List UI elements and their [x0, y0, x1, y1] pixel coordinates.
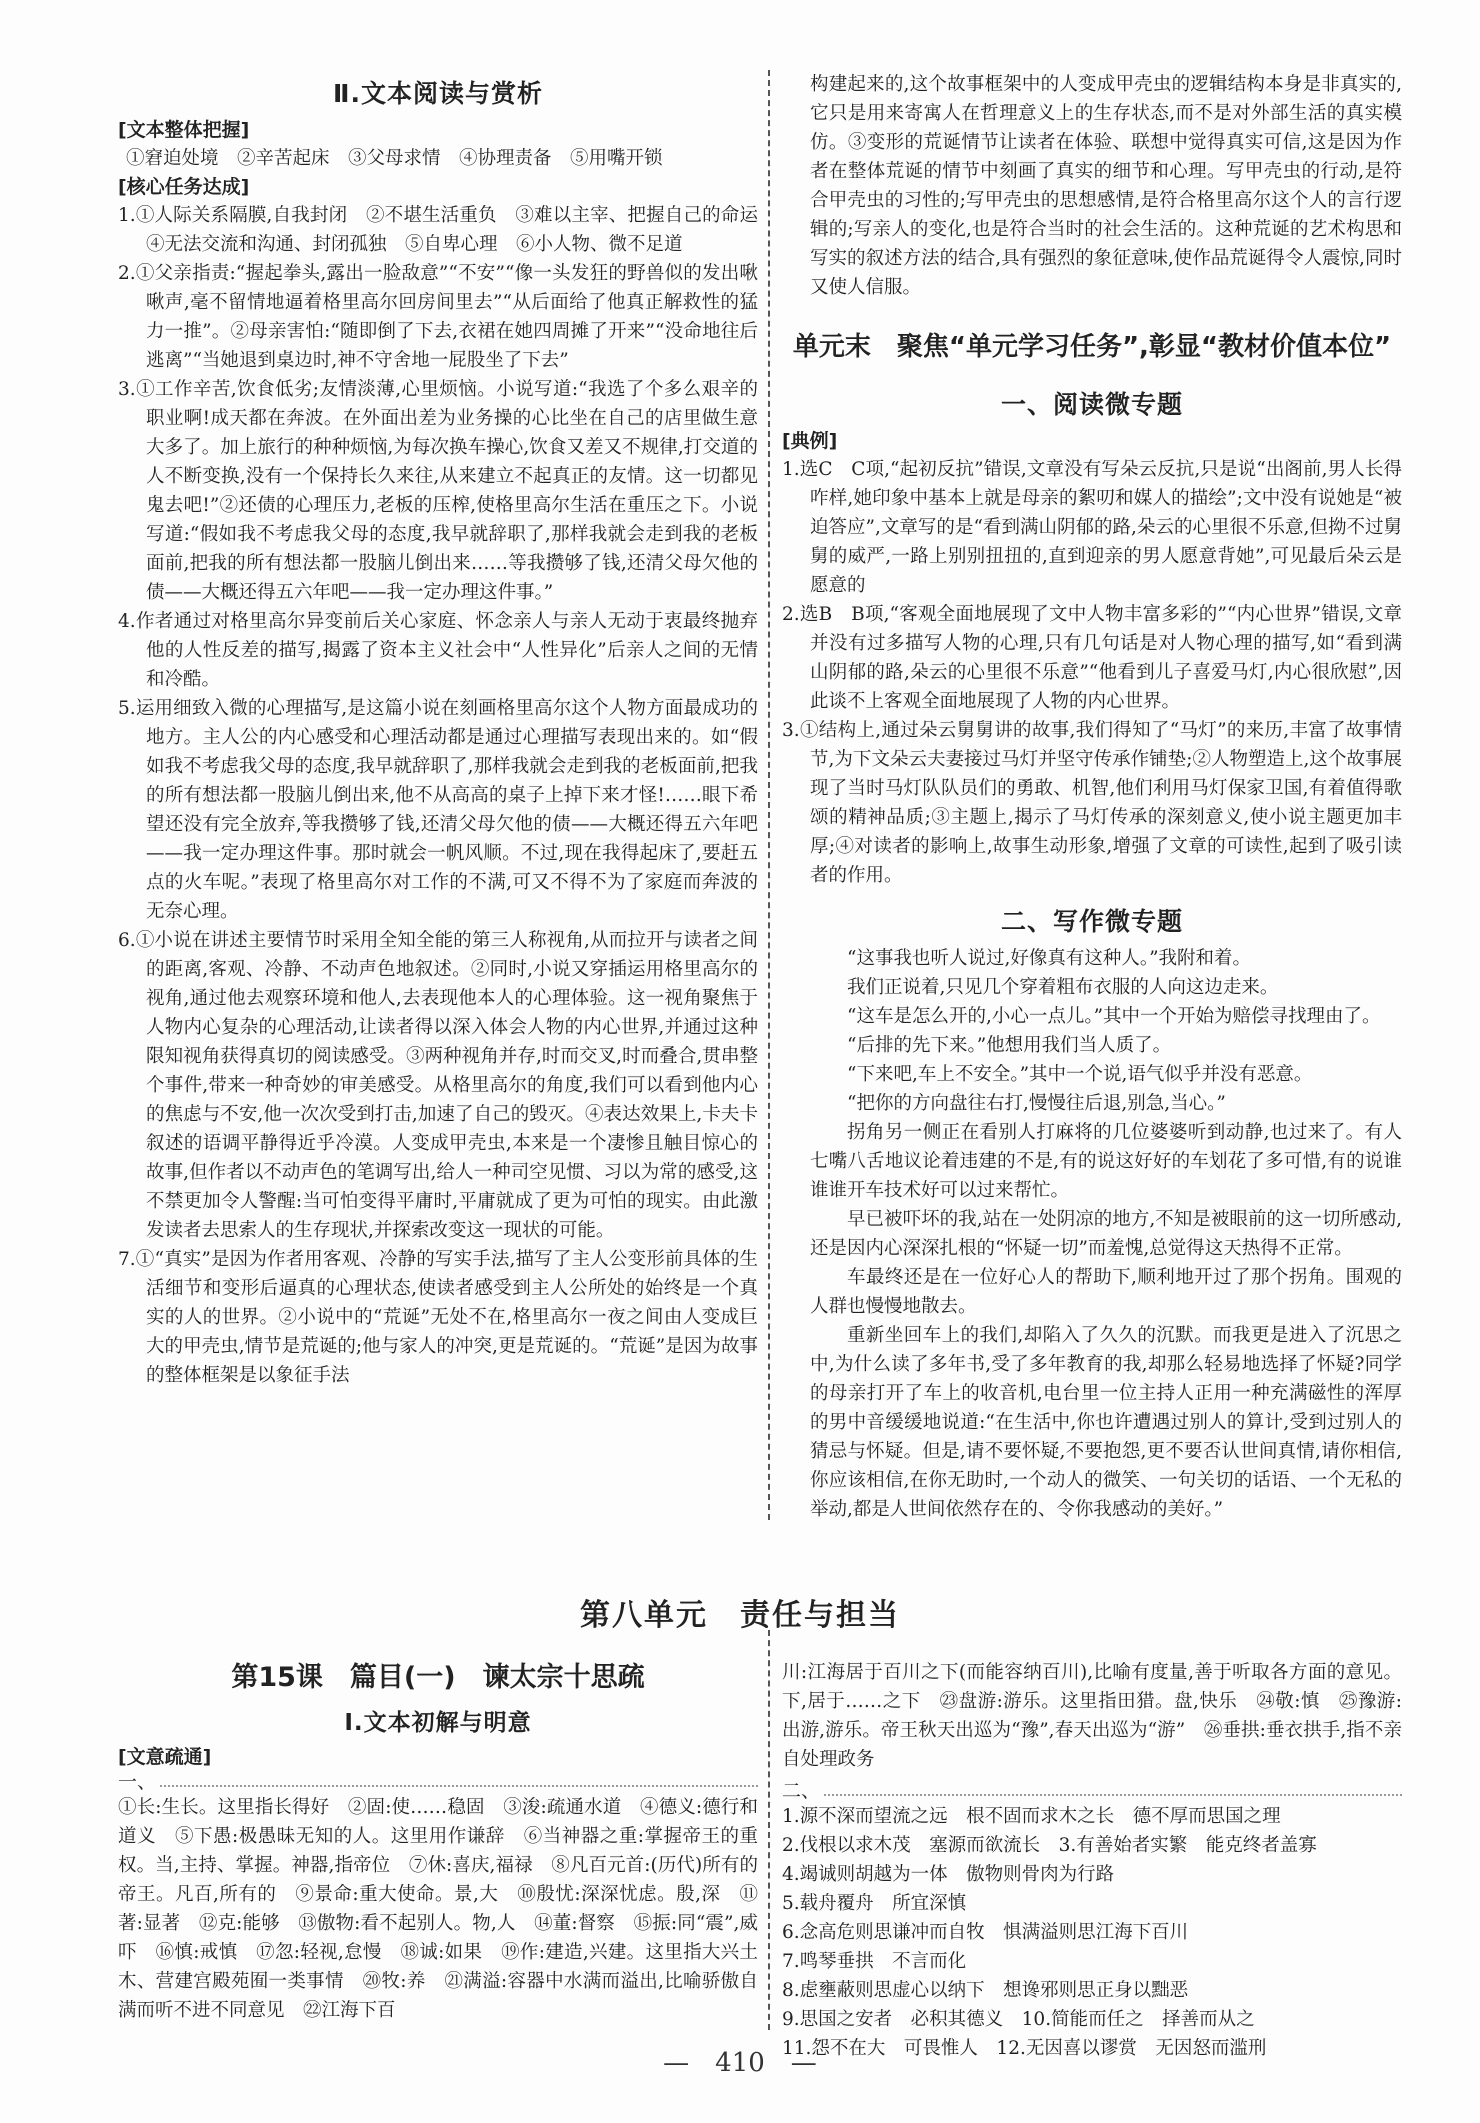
- unit-end-title: 单元末 聚焦“单元学习任务”,彰显“教材价值本位”: [792, 332, 1392, 362]
- writing-paragraph: “这事我也听人说过,好像真有这种人。”我附和着。: [847, 948, 1252, 969]
- reading-answer-1: 1.选C C项,“起初反抗”错误,文章没有写朵云反抗,只是说“出阁前,男人长得咋样,她印象中基本上就是母亲的絮叨和媒人的描绘”;文中没有说她是“被迫答应”,文章写的是“看到满山阴郁的路,朵云的心里很不乐意,但拗不过舅舅的威严,一路上别别扭扭的,直到迎亲的男人愿意背她”,可见最后朵云是愿意的: [782, 459, 1402, 596]
- writing-paragraph: 车最终还是在一位好心人的帮助下,顺利地开过了那个拐角。围观的人群也慢慢地散去。: [810, 1267, 1402, 1317]
- core-task-tag: [核心任务达成]: [118, 176, 250, 198]
- answer-7: 7.①“真实”是因为作者用客观、冷静的写实手法,描写了主人公变形前具体的生活细节和变形后逼真的心理状态,使读者感受到主人公所处的始终是一个真实的人的世界。②小说中的“荒诞”无处不在,格里高尔一夜之间由人变成巨大的甲壳虫,情节是荒诞的;他与家人的冲突,更是荒诞的。“荒诞”是因为故事的整体框架是以象征手法: [118, 1249, 758, 1386]
- text-comprehension-tag: [文意疏通]: [118, 1746, 212, 1768]
- unit-title: 第八单元 责任与担当: [580, 1598, 900, 1633]
- column-divider-bottom: [768, 1630, 770, 2030]
- part-two-header: [782, 1780, 1402, 1802]
- writing-paragraph: 我们正说着,只见几个穿着粗布衣服的人向这边走来。: [847, 977, 1279, 998]
- writing-paragraph: “把你的方向盘往右打,慢慢往后退,别急,当心。”: [847, 1093, 1226, 1114]
- reading-answer-3: 3.①结构上,通过朵云舅舅讲的故事,我们得知了“马灯”的来历,丰富了故事情节,为下文朵云夫妻接过马灯并坚守传承作铺垫;②人物塑造上,这个故事展现了当时马灯队队员们的勇敢、机智,他们利用马灯保家卫国,有着值得歌颂的精神品质;③主题上,揭示了马灯传承的深刻意义,使小说主题更加丰厚;④对读者的影响上,故事生动形象,增强了文章的可读性,起到了吸引读者的作用。: [782, 720, 1402, 886]
- answer-4: 4.作者通过对格里高尔异变前后关心家庭、怀念亲人与亲人无动于衷最终抛弃他的人性反差的描写,揭露了资本主义社会中“人性异化”后亲人之间的无情和冷酷。: [118, 611, 758, 690]
- example-tag: [典例]: [782, 430, 838, 452]
- lesson-left-column: [118, 1655, 758, 2025]
- dotted-rule: [824, 1794, 1402, 1796]
- left-column: [118, 70, 777, 1390]
- column-divider-top: [768, 70, 770, 1520]
- part-one-header: [118, 1771, 758, 1793]
- answer-6: 6.①小说在讲述主要情节时采用全知全能的第三人称视角,从而拉开与读者之间的距离,客观、冷静、不动声色地叙述。②同时,小说又穿插运用格里高尔的视角,通过他去观察环境和他人,去表现他本人的心理体验。这一视角聚焦于人物内心复杂的心理活动,让读者得以深入体会人物的内心世界,并通过这种限知视角获得真切的阅读感受。③两种视角并存,时而交叉,时而叠合,贯串整个事件,带来一种奇妙的审美感受。从格里高尔的角度,我们可以看到他内心的焦虑与不安,他一次次受到打击,加速了自己的毁灭。④表达效果上,卡夫卡叙述的语调平静得近乎冷漠。人变成甲壳虫,本来是一个凄惨且触目惊心的故事,但作者以不动声色的笔调写出,给人一种司空见惯、习以为常的感受,这不禁更加令人警醒:当可怕变得平庸时,平庸就成了更为可怕的现实。由此激发读者去思索人的生存现状,并探索改变这一现状的可能。: [118, 930, 758, 1241]
- part-one-annotations: ①长:生长。这里指长得好 ②固:使……稳固 ③浚:疏通水道 ④德义:德行和道义 ⑤下愚:极愚昧无知的人。这里用作谦辞 ⑥当神器之重:掌握帝王的重权。当,主持、掌握。神器,指帝位 ⑦休:喜庆,福禄 ⑧凡百元首:(历代)所有的帝王。凡百,所有的 ⑨景命:重大使命。景,大 ⑩殷忧:深深忧虑。殷,深 ⑪著:显著 ⑫克:能够 ⑬傲物:看不起别人。物,人 ⑭董:督察 ⑮振:同“震”,威吓 ⑯慎:戒慎 ⑰忽:轻视,怠慢 ⑱诚:如果 ⑲作:建造,兴建。这里指大兴土木、营建宫殿苑囿一类事情 ⑳牧:养 ㉑满溢:容器中水满而溢出,比喻骄傲自满而听不进不同意见 ㉒江海下百: [118, 1797, 758, 2021]
- lesson-right-column: [782, 1658, 1402, 2063]
- part-two-item: 11.怨不在大 可畏惟人 12.无因喜以谬赏 无因怒而滥刑: [782, 2038, 1267, 2059]
- reading-micro-topic-title: 一、阅读微专题: [1000, 390, 1183, 419]
- answer-7-continuation: 构建起来的,这个故事框架中的人变成甲壳虫的逻辑结构本身是非真实的,它只是用来寄寓人在哲理意义上的生存状态,而不是对外部生活的真实模仿。③变形的荒诞情节让读者在体验、联想中觉得真实可信,这是因为作者在整体荒诞的情节中刻画了真实的细节和心理。写甲壳虫的行动,是符合甲壳虫的习性的;写甲壳虫的思想感情,是符合格里高尔这个人的言行逻辑的;写亲人的变化,也是符合当时的社会生活的。这种荒诞的艺术构思和写实的叙述方法的结合,具有强烈的象征意味,使作品荒诞得令人震惊,同时又使人信服。: [810, 74, 1402, 298]
- right-column: [782, 70, 1402, 1524]
- writing-paragraph: “这车是怎么开的,小心一点儿。”其中一个开始为赔偿寻找理由了。: [847, 1006, 1381, 1027]
- writing-paragraph: 早已被吓坏的我,站在一处阴凉的地方,不知是被眼前的这一切所感动,还是因内心深深扎根的“怀疑一切”而羞愧,总觉得这天热得不正常。: [810, 1209, 1402, 1259]
- part-one-annotations-continued: 川:江海居于百川之下(而能容纳百川),比喻有度量,善于听取各方面的意见。下,居于……之下 ㉓盘游:游乐。这里指田猎。盘,快乐 ㉔敬:慎 ㉕豫游:出游,游乐。帝王秋天出巡为“豫”,春天出巡为“游” ㉖垂拱:垂衣拱手,指不亲自处理政务: [782, 1662, 1402, 1770]
- writing-micro-topic-title: 二、写作微专题: [1000, 907, 1183, 936]
- writing-paragraph: “后排的先下来。”他想用我们当人质了。: [847, 1035, 1172, 1056]
- answer-5: 5.运用细致入微的心理描写,是这篇小说在刻画格里高尔这个人物方面最成功的地方。主人公的内心感受和心理活动都是通过心理描写表现出来的。如“假如我不考虑我父母的态度,我早就辞职了,那样我就会走到我的老板面前,把我的所有想法都一股脑儿倒出来,他不从高高的桌子上掉下来才怪!……眼下希望还没有完全放弃,等我攒够了钱,还清父母欠他的债——大概还得五六年吧——我一定办理这件事。那时就会一帆风顺。不过,现在我得起床了,要赶五点的火车呢。”表现了格里高尔对工作的不满,可又不得不为了家庭而奔波的无奈心理。: [118, 698, 758, 922]
- page-number: — 410 —: [663, 2048, 817, 2078]
- part-two-item: 2.伐根以求木茂 塞源而欲流长 3.有善始者实繁 能克终者盖寡: [782, 1835, 1317, 1856]
- lesson-section-title: Ⅰ.文本初解与明意: [344, 1710, 532, 1736]
- writing-paragraph: “下来吧,车上不安全。”其中一个说,语气似乎并没有恶意。: [847, 1064, 1313, 1085]
- lesson-title: 第15课 篇目(一) 谏太宗十思疏: [231, 1662, 645, 1693]
- part-two-item: 6.念高危则思谦冲而自牧 惧满溢则思江海下百川: [782, 1922, 1189, 1943]
- reading-answer-2: 2.选B B项,“客观全面地展现了文中人物丰富多彩的”“内心世界”错误,文章并没有过多描写人物的心理,只有几句话是对人物心理的描写,如“看到满山阴郁的路,朵云的心里很不乐意”“他看到儿子喜爱马灯,内心很欣慰”,因此谈不上客观全面地展现了人物的内心世界。: [782, 604, 1402, 712]
- section-title-reading-appreciation: Ⅱ.文本阅读与赏析: [333, 79, 543, 108]
- answer-1: 1.①人际关系隔膜,自我封闭 ②不堪生活重负 ③难以主宰、把握自己的命运 ④无法交流和沟通、封闭孤独 ⑤自卑心理 ⑥小人物、微不足道: [118, 205, 777, 255]
- part-two-item: 5.载舟覆舟 所宜深慎: [782, 1893, 967, 1914]
- part-two-item: 7.鸣琴垂拱 不言而化: [782, 1951, 967, 1972]
- part-two-item: 4.竭诚则胡越为一体 傲物则骨肉为行路: [782, 1864, 1115, 1885]
- part-two-label: 二、: [782, 1780, 821, 1802]
- overall-grasp-items: ①窘迫处境 ②辛苦起床 ③父母求情 ④协理责备 ⑤用嘴开锁: [126, 148, 663, 169]
- writing-paragraph: 拐角另一侧正在看别人打麻将的几位婆婆听到动静,也过来了。有人七嘴八舌地议论着违建的不是,有的说这好好的车划花了多可惜,有的说谁谁谁开车技术好可以过来帮忙。: [810, 1122, 1402, 1201]
- writing-paragraph: 重新坐回车上的我们,却陷入了久久的沉默。而我更是进入了沉思之中,为什么读了多年书,受了多年教育的我,却那么轻易地选择了怀疑?同学的母亲打开了车上的收音机,电台里一位主持人正用一种充满磁性的浑厚的男中音缓缓地说道:“在生活中,你也许遭遇过别人的算计,受到过别人的猜忌与怀疑。但是,请不要怀疑,不要抱怨,更不要否认世间真情,请你相信,你应该相信,在你无助时,一个动人的微笑、一句关切的话语、一个无私的举动,都是人世间依然存在的、令你我感动的美好。”: [810, 1325, 1402, 1520]
- part-two-item: 8.虑壅蔽则思虚心以纳下 想谗邪则思正身以黜恶: [782, 1980, 1189, 2001]
- part-two-item: 9.思国之安者 必积其德义 10.简能而任之 择善而从之: [782, 2009, 1255, 2030]
- part-two-item: 1.源不深而望流之远 根不固而求木之长 德不厚而思国之理: [782, 1806, 1281, 1827]
- part-one-label: 一、: [118, 1771, 157, 1793]
- overall-grasp-tag: [文本整体把握]: [118, 119, 250, 141]
- dotted-rule: [160, 1785, 758, 1787]
- answer-3: 3.①工作辛苦,饮食低劣;友情淡薄,心里烦恼。小说写道:“我选了个多么艰辛的职业啊!成天都在奔波。在外面出差为业务操的心比坐在自己的店里做生意大多了。加上旅行的种种烦恼,为每次换车操心,饮食又差又不规律,打交道的人不断变换,没有一个保持长久来往,从来建立不起真正的友情。这一切都见鬼去吧!”②还债的心理压力,老板的压榨,使格里高尔生活在重压之下。小说写道:“假如我不考虑我父母的态度,我早就辞职了,那样我就会走到我的老板面前,把我的所有想法都一股脑儿倒出来……等我攒够了钱,还清父母欠他的债——大概还得五六年吧——我一定办理这件事。”: [118, 379, 758, 603]
- answer-2: 2.①父亲指责:“握起拳头,露出一脸敌意”“不安”“像一头发狂的野兽似的发出啾啾声,毫不留情地逼着格里高尔回房间里去”“从后面给了他真正解救性的猛力一推”。②母亲害怕:“随即倒了下去,衣裙在她四周摊了开来”“没命地往后逃离”“当她退到桌边时,神不守舍地一屁股坐了下去”: [118, 263, 758, 371]
